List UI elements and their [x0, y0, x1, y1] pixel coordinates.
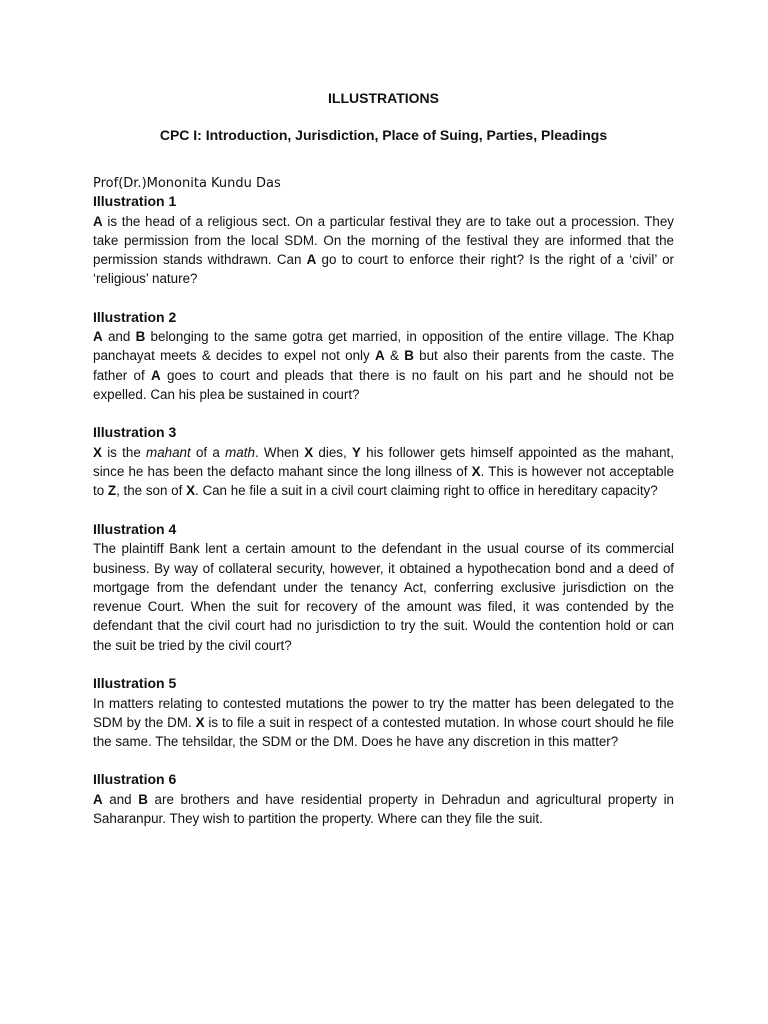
illustration-heading: Illustration 2	[93, 308, 177, 325]
emphasis-bold: A	[151, 367, 161, 383]
illustration-body: A and B are brothers and have residential property in Dehradun and agricultural property in Saharanpur. They wish to partition the property. Where can they file the suit.	[93, 791, 674, 827]
illustration-body: In matters relating to contested mutations the power to try the matter has been delegated to the SDM by the DM. X is to file a suit in respect of a contested mutation. In whose court should he file the same. The tehsildar, the SDM or the DM. Does he have any discretion in this matter?	[93, 695, 674, 750]
illustration-heading: Illustration 1	[93, 193, 177, 209]
emphasis-italic: math	[225, 444, 255, 460]
document-page	[93, 0, 674, 1024]
illustration-heading: Illustration 5	[93, 675, 177, 692]
illustration-4	[93, 520, 674, 655]
illustration-body: A is the head of a religious sect. On a particular festival they are to take out a procession. They take permission from the local SDM. On the morning of the festival they are informed that the permission stands withdrawn. Can A go to court to enforce their right? Is the right of a ‘civil’ or ‘religious’ nature?	[93, 213, 674, 287]
emphasis-bold: X	[93, 444, 102, 460]
emphasis-bold: Y	[351, 444, 361, 460]
illustration-body: A and B belonging to the same gotra get married, in opposition of the entire village. The Khap panchayat meets & decides to expel not only A & B but also their parents from the caste. The father of A goes to court and pleads that there is no fault on his part and he should not be expelled. Can his plea be sustained in court?	[93, 329, 675, 403]
illustration-body: X is the mahant of a math. When X dies, Y his follower gets himself appointed as the mahant, since he has been the defacto mahant since the long illness of X. This is however not acceptable to Z, the son of X. Can he file a suit in a civil court claiming right to office in hereditary capacity?	[93, 444, 675, 499]
emphasis-bold: A	[93, 213, 103, 229]
illustration-body: The plaintiff Bank lent a certain amount to the defendant in the usual course of its commercial business. By way of collateral security, however, it obtained a hypothecation bond and a deed of mortgage from the defendant under the tenancy Act, conferring exclusive jurisdiction on the revenue Court. When the suit for recovery of the amount was filed, it was contended by the defendant that the civil court had no jurisdiction to try the suit. Would the contention hold or can the suit be tried by the civil court?	[93, 541, 674, 653]
emphasis-bold: A	[93, 329, 103, 345]
illustration-heading: Illustration 3	[93, 424, 177, 441]
emphasis-bold: Z	[107, 483, 117, 499]
illustration-5	[93, 674, 674, 751]
document-subtitle: CPC I: Introduction, Jurisdiction, Place of Suing, Parties, Pleadings	[159, 127, 608, 143]
emphasis-bold: X	[471, 464, 481, 480]
emphasis-italic: mahant	[146, 444, 191, 460]
illustration-3	[93, 423, 674, 500]
illustration-2	[93, 308, 674, 405]
emphasis-bold: X	[304, 444, 314, 460]
emphasis-bold: B	[138, 791, 148, 807]
illustration-heading: Illustration 4	[93, 520, 177, 537]
illustration-heading: Illustration 6	[93, 771, 177, 788]
illustrations-list	[93, 192, 674, 848]
document-title: ILLUSTRATIONS	[328, 90, 439, 106]
emphasis-bold: A	[375, 348, 385, 364]
emphasis-bold: X	[195, 714, 205, 730]
emphasis-bold: B	[404, 348, 414, 364]
illustration-6	[93, 770, 674, 828]
emphasis-bold: A	[93, 791, 103, 807]
emphasis-bold: X	[186, 483, 195, 499]
illustration-1	[93, 192, 674, 289]
emphasis-bold: A	[306, 252, 317, 268]
emphasis-bold: B	[135, 329, 146, 345]
author-line: Prof(Dr.)Mononita Kundu Das	[93, 176, 281, 191]
